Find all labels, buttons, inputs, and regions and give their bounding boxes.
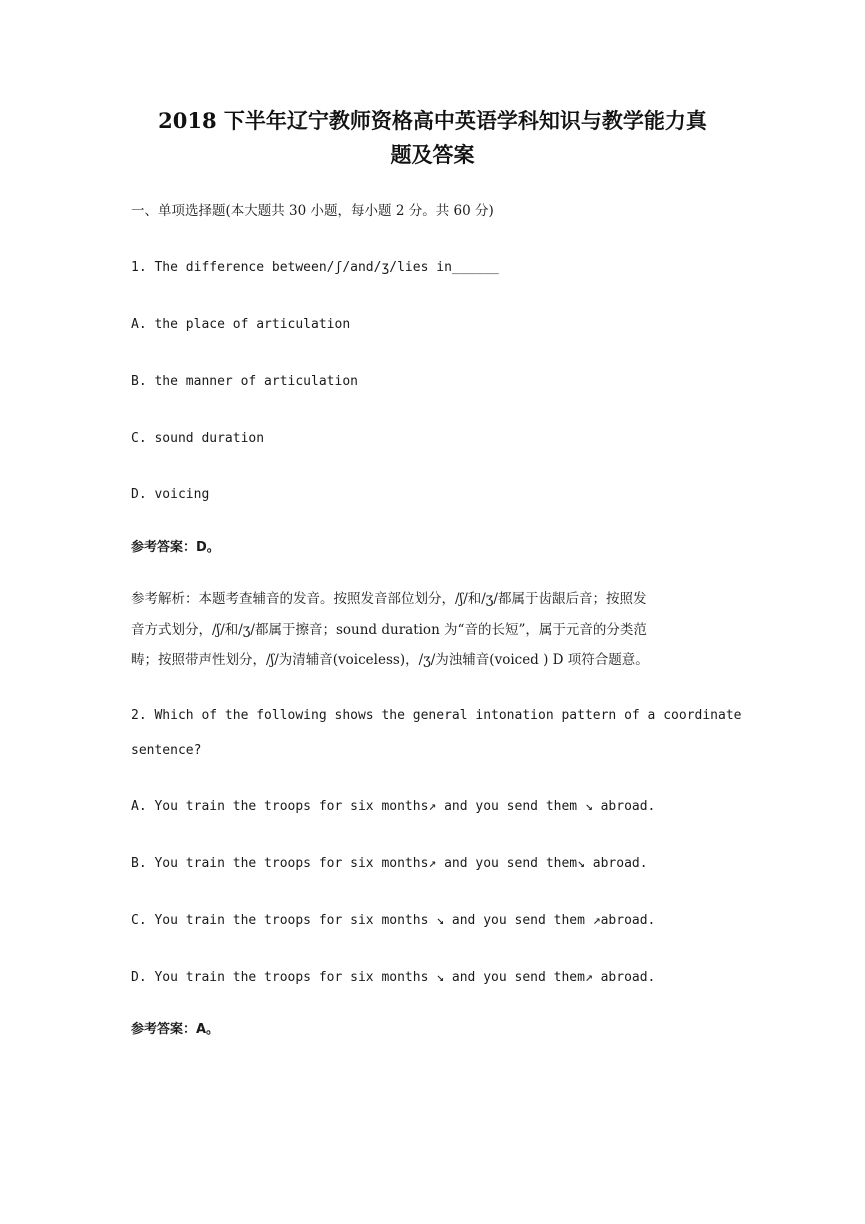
question-1-answer: 参考答案：D。 bbox=[131, 540, 220, 555]
question-1-option-d: D. voicing bbox=[131, 487, 210, 502]
question-2-option-d: D. You train the troops for six months ↘ and you send them↗ abroad. bbox=[131, 970, 656, 985]
analysis-line-2: 音方式划分，/ʃ/和/ʒ/都属于擦音；sound duration 为“音的长短”，属于元音的分类范 bbox=[131, 621, 647, 638]
analysis-line-1: 参考解析：本题考查辅音的发音。按照发音部位划分，/ʃ/和/ʒ/都属于齿龈后音；按照发 bbox=[131, 591, 647, 607]
question-2-option-a: A. You train the troops for six months↗ and you send them ↘ abroad. bbox=[131, 799, 656, 814]
question-2-answer: 参考答案：A。 bbox=[131, 1022, 220, 1037]
question-1-option-a: A. the place of articulation bbox=[131, 317, 351, 332]
section-heading: 一、单项选择题(本大题共 30 小题，每小题 2 分。共 60 分) bbox=[131, 203, 494, 219]
question-2-option-c: C. You train the troops for six months ↘ and you send them ↗abroad. bbox=[131, 913, 656, 928]
document-title bbox=[120, 104, 745, 172]
title-line-1: 2018 下半年辽宁教师资格高中英语学科知识与教学能力真 bbox=[158, 108, 707, 133]
question-1-option-c: C. sound duration bbox=[131, 431, 265, 446]
question-1-option-b: B. the manner of articulation bbox=[131, 374, 358, 389]
question-2-stem-line-2: sentence? bbox=[131, 743, 202, 758]
question-1-stem: 1. The difference between/ʃ/and/ʒ/lies in______ bbox=[131, 260, 499, 275]
question-2-stem-line-1: 2. Which of the following shows the general intonation pattern of a coordinate bbox=[131, 708, 742, 723]
title-line-2: 题及答案 bbox=[390, 142, 475, 167]
analysis-line-3: 畴；按照带声性划分，/ʃ/为清辅音(voiceless)，/ʒ/为浊辅音(voiced ) D 项符合题意。 bbox=[131, 652, 649, 668]
question-2-option-b: B. You train the troops for six months↗ and you send them↘ abroad. bbox=[131, 856, 648, 871]
question-1-analysis bbox=[131, 584, 734, 676]
